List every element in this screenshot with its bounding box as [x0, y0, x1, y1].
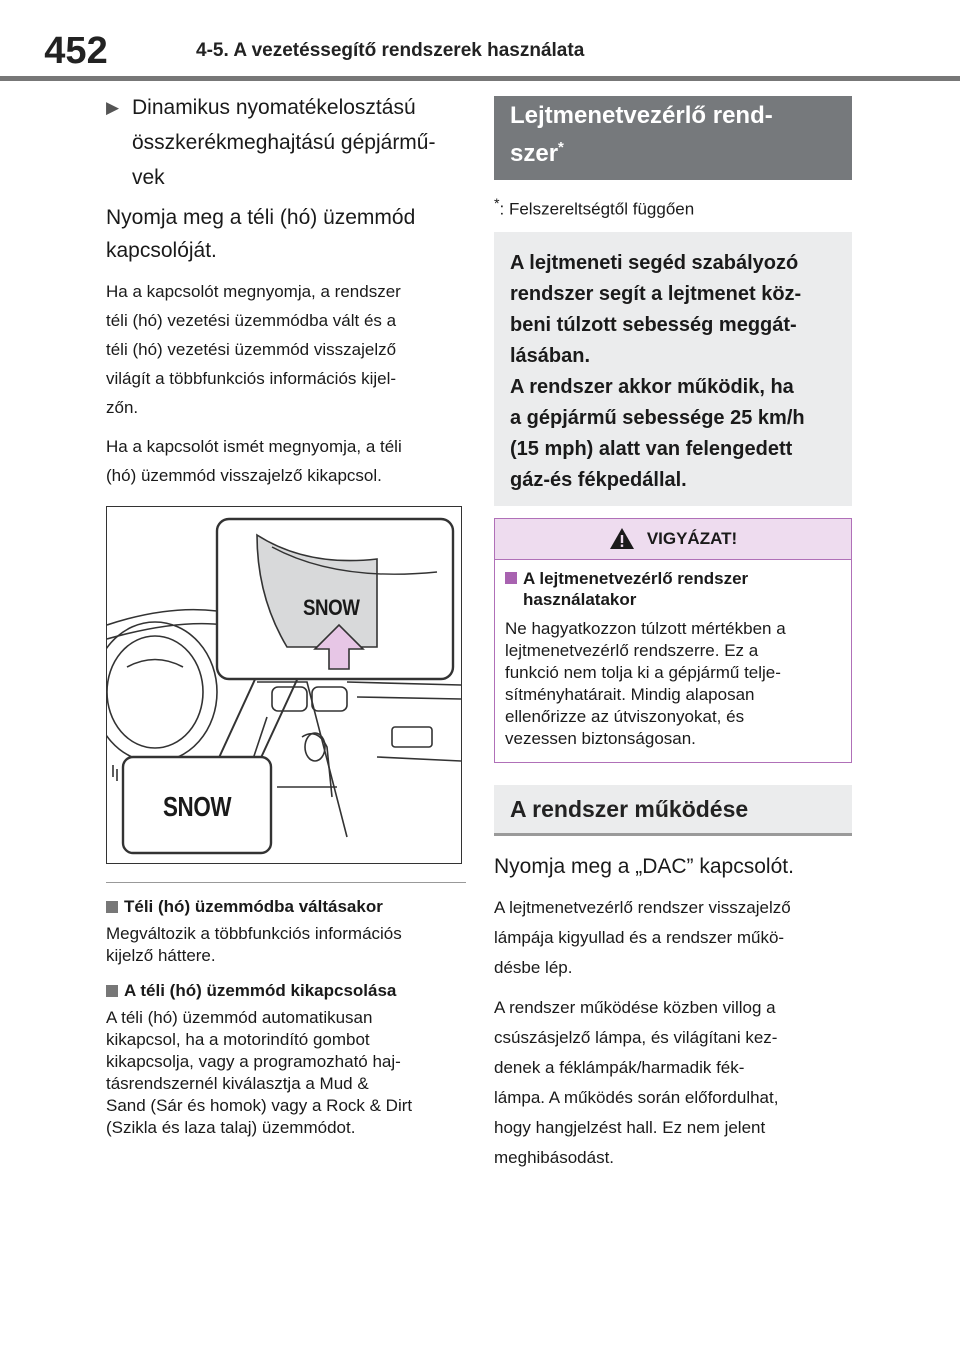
footnote-text: : Felszereltségtől függően	[499, 199, 695, 219]
text-line: világít a többfunkciós információs kijel-	[106, 369, 397, 388]
subsection-snow-on	[106, 897, 466, 917]
text-line: A rendszer működése közben villog a	[494, 997, 776, 1017]
paragraph-snow-off	[106, 432, 466, 490]
text-line: A téli (hó) üzemmód automatikusan	[106, 1008, 373, 1027]
header-divider	[0, 76, 960, 81]
text-line: Ne hagyatkozzon túlzott mértékben a	[505, 618, 786, 638]
instruction-lead-dac: Nyomja meg a „DAC” kapcsolót.	[494, 854, 794, 878]
text-line: kikapcsolja, vagy a programozható haj-	[106, 1052, 401, 1071]
heading-line: Lejtmenetvezérlő rend-	[510, 102, 773, 129]
footnote	[494, 196, 852, 220]
subsection-snow-off	[106, 981, 466, 1001]
section-heading-operation: A rendszer működése	[494, 785, 852, 836]
chapter-title: 4-5. A vezetéssegítő rendszerek használata	[196, 40, 585, 61]
caution-subheading	[505, 568, 841, 610]
subsection-title: A téli (hó) üzemmód kikapcsolása	[124, 981, 397, 1000]
text-line: vezessen biztonságosan.	[505, 728, 696, 748]
paragraph-dac-on	[494, 893, 852, 983]
caution-sub-line: A lejtmenetvezérlő rendszer	[523, 568, 749, 588]
summary-line: (15 mph) alatt van felengedett	[510, 437, 793, 460]
summary-line: rendszer segít a lejtmenet köz-	[510, 282, 802, 305]
lead-line: Nyomja meg a téli (hó) üzemmód	[106, 206, 416, 229]
summary-line: lásában.	[510, 344, 591, 367]
text-line: téli (hó) vezetési üzemmód visszajelző	[106, 340, 397, 359]
snow-label-bottom: SNOW	[163, 791, 232, 822]
paragraph-snow-on	[106, 277, 466, 422]
bullet-line: vek	[132, 166, 165, 189]
summary-line: A lejtmeneti segéd szabályozó	[510, 251, 799, 274]
text-line: Megváltozik a többfunkciós információs	[106, 924, 402, 943]
footnote-marker: *	[558, 139, 564, 156]
text-line: Sand (Sár és homok) vagy a Rock & Dirt	[106, 1096, 413, 1115]
paragraph-dac-operation	[494, 993, 852, 1173]
square-bullet-icon	[106, 985, 118, 997]
figure-divider	[106, 882, 466, 883]
text-line: csúszásjelző lámpa, és világítani kez-	[494, 1027, 778, 1047]
dashboard-drawing	[107, 507, 461, 863]
bullet-line: összkerékmeghajtású gépjármű-	[132, 131, 436, 154]
text-line: (Szikla és laza talaj) üzemmódot.	[106, 1118, 356, 1137]
text-line: téli (hó) vezetési üzemmódba vált és a	[106, 311, 397, 330]
summary-line: gáz-és fékpedállal.	[510, 468, 687, 491]
caution-title: VIGYÁZAT!	[646, 528, 738, 548]
square-bullet-icon	[505, 572, 517, 584]
text-line: Ha a kapcsolót ismét megnyomja, a téli	[106, 437, 402, 456]
heading-line-2	[510, 132, 836, 170]
instruction-lead	[106, 201, 466, 267]
footnote-mark: *	[494, 196, 500, 212]
snow-switch-illustration	[106, 506, 462, 864]
text-line: funkció nem tolja ki a gépjármű telje-	[505, 662, 781, 682]
caution-text	[505, 618, 841, 750]
text-line: hogy hangjelzést hall. Ez nem jelent	[494, 1117, 766, 1137]
snow-label-top: SNOW	[303, 595, 360, 620]
subsection-text	[106, 923, 466, 967]
caution-body	[495, 560, 851, 762]
text-line: lámpa. A működés során előfordulhat,	[494, 1087, 779, 1107]
text-line: ellenőrizze az útviszonyokat, és	[505, 706, 745, 726]
caution-sub-line: használatakor	[523, 589, 637, 609]
subsection-title: Téli (hó) üzemmódba váltásakor	[124, 897, 383, 916]
summary-line: beni túlzott sebesség meggát-	[510, 313, 797, 336]
summary-line: A rendszer akkor működik, ha	[510, 375, 794, 398]
text-line: sítményhatárait. Mindig alaposan	[505, 684, 755, 704]
summary-box	[494, 232, 852, 506]
text-line: lejtmenetvezérlő rendszerre. Ez a	[505, 640, 759, 660]
text-line: meghibásodást.	[494, 1147, 615, 1167]
text-line: kikapcsol, ha a motorindító gombot	[106, 1030, 370, 1049]
summary-line: a gépjármű sebessége 25 km/h	[510, 406, 805, 429]
heading-text: szer	[510, 140, 559, 167]
text-line: (hó) üzemmód visszajelző kikapcsol.	[106, 466, 382, 485]
triangle-bullet-icon: ▶	[106, 98, 120, 117]
left-column	[106, 90, 466, 1139]
text-line: kijelző háttere.	[106, 946, 216, 965]
caution-box	[494, 518, 852, 763]
warning-icon	[609, 527, 635, 550]
text-line: tásrendszernél kiválasztja a Mud &	[106, 1074, 369, 1093]
text-line: zőn.	[106, 398, 139, 417]
lead-line: kapcsolóját.	[106, 239, 217, 262]
square-bullet-icon	[106, 901, 118, 913]
text-line: Ha a kapcsolót megnyomja, a rendszer	[106, 282, 401, 301]
text-line: A lejtmenetvezérlő rendszer visszajelző	[494, 897, 791, 917]
vehicle-type-bullet	[106, 90, 466, 195]
text-line: lámpája kigyullad és a rendszer műkö-	[494, 927, 785, 947]
caution-header	[495, 519, 851, 560]
text-line: denek a féklámpák/harmadik fék-	[494, 1057, 745, 1077]
bullet-line: Dinamikus nyomatékelosztású	[132, 96, 416, 119]
right-column	[494, 96, 852, 1173]
page-number: 452	[44, 30, 108, 72]
text-line: désbe lép.	[494, 957, 573, 977]
section-heading-hill-descent	[494, 96, 852, 180]
subsection-text	[106, 1007, 466, 1139]
